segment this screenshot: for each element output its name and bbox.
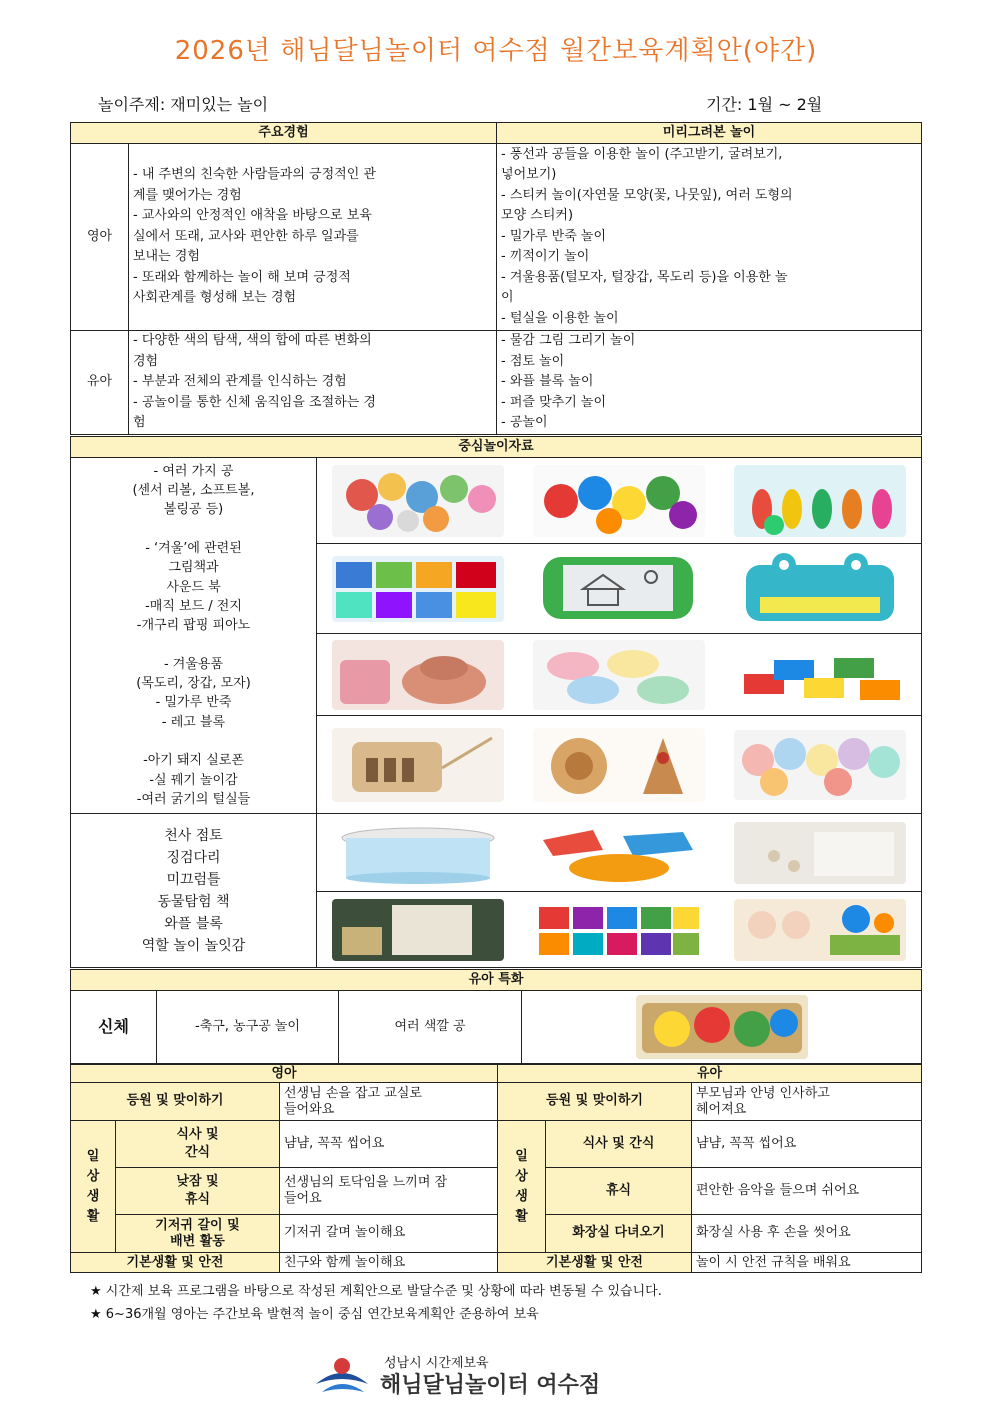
- toilet-label: 화장실 다녀오기: [546, 1215, 692, 1253]
- lego-blocks-image: [734, 644, 906, 706]
- materials-list-1: - 여러 가지 공 (센서 리볼, 소프트볼, 볼링공 등) - ‘겨울’에 관련된 그림책과 사운드 북 -매직 보드 / 전지 -개구리 팝핑 피아노 - 겨울용품 (목도리, 장갑, 모자) - 밀가루 반죽 - 레고 블록 -아기 돼지 실로폰 -실 꿰기 놀이감 -여러 굵기의 털실들: [71, 458, 317, 814]
- theme-label: 놀이주제: 재미있는 놀이: [98, 95, 269, 114]
- footer: [312, 1352, 692, 1396]
- toilet-value: 화장실 사용 후 손을 씻어요: [692, 1215, 922, 1253]
- special-table: [70, 969, 922, 1064]
- arrival-toddler: 부모님과 안녕 인사하고 헤어져요: [692, 1083, 922, 1121]
- photo-row-clay: [317, 814, 922, 892]
- safety-infant: 친구와 함께 놀이해요: [280, 1253, 498, 1273]
- special-header: 유아 특화: [71, 970, 922, 991]
- experience-header: 주요경험: [71, 123, 497, 144]
- rest-label: 휴식: [546, 1168, 692, 1215]
- angel-clay-image: [332, 820, 504, 886]
- photo-row-blocks: [317, 892, 922, 968]
- theme-row: [98, 92, 858, 115]
- toddler-experience: - 다양한 색의 탐색, 색의 합에 따른 변화의 경험 - 부분과 전체의 관계를 인식하는 경험 - 공놀이를 통한 신체 움직임을 조절하는 경 험: [129, 331, 497, 435]
- special-category: 신체: [71, 991, 157, 1064]
- magic-board-image: [533, 551, 705, 627]
- frog-piano-image: [734, 551, 906, 627]
- materials-header: 중심놀이자료: [71, 437, 922, 458]
- pig-xylophone-image: [332, 728, 504, 802]
- safety-label-infant: 기본생활 및 안전: [71, 1253, 280, 1273]
- special-activity: -축구, 농구공 놀이: [157, 991, 339, 1064]
- arrival-label-toddler: 등원 및 맞이하기: [498, 1083, 692, 1121]
- nap-label: 낮잠 및 휴식: [116, 1168, 280, 1215]
- infant-experience: - 내 주변의 친숙한 사람들과의 긍정적인 관 계를 맺어가는 경험 - 교사와의 안정적인 애착을 바탕으로 보육 실에서 또래, 교사와 편안한 하루 일과를 보내는 경험 - 또래와 함께하는 놀이 해 보며 긍정적 사회관계를 형성해 보는 경험: [129, 144, 497, 331]
- note-1: ★ 시간제 보육 프로그램을 바탕으로 작성된 계획안으로 발달수준 및 상황에 따라 변동될 수 있습니다.: [90, 1284, 662, 1299]
- photo-row-books: [317, 544, 922, 634]
- footer-line-1: 성남시 시간제보육: [384, 1356, 489, 1371]
- sensory-balls-image: [332, 465, 504, 537]
- plays-header: 미리그려본 놀이: [497, 123, 922, 144]
- photo-row-winter: [317, 634, 922, 716]
- materials-table: [70, 436, 922, 968]
- page-title: 2026년 해님달님놀이터 여수점 월간보육계획안(야간): [174, 36, 818, 66]
- daily-side-label-toddler: 일 상 생 활: [498, 1121, 546, 1253]
- meal-label-toddler: 식사 및 간식: [546, 1121, 692, 1168]
- animal-book-image: [332, 899, 504, 961]
- meal-infant: 냠냠, 꼭꼭 씹어요: [280, 1121, 498, 1168]
- diaper-label: 기저귀 갈이 및 배변 활동: [116, 1215, 280, 1253]
- rest-value: 편안한 음악을 들으며 쉬어요: [692, 1168, 922, 1215]
- safety-toddler: 놀이 시 안전 규칙을 배워요: [692, 1253, 922, 1273]
- winter-books-image: [332, 556, 504, 622]
- yarn-balls-image: [734, 730, 906, 800]
- diaper-value: 기저귀 갈며 놀이해요: [280, 1215, 498, 1253]
- note-2: ★ 6~36개월 영아는 주간보육 발현적 놀이 중심 연간보육계획안 준용하여 보육: [90, 1307, 539, 1322]
- safety-label-toddler: 기본생활 및 안전: [498, 1253, 692, 1273]
- special-photo-cell: [522, 991, 922, 1064]
- arrival-label-infant: 등원 및 맞이하기: [71, 1083, 280, 1121]
- daily-side-label-infant: 일 상 생 활: [71, 1121, 116, 1253]
- daily-infant-header: 영아: [71, 1065, 498, 1083]
- footer-line-2: 해님달님놀이터 여수점: [380, 1373, 601, 1398]
- toddler-plays: - 물감 그림 그리기 놀이 - 점토 놀이 - 와플 블록 놀이 - 퍼즐 맞추기 놀이 - 공놀이: [497, 331, 922, 435]
- role-play-toys-image: [734, 899, 906, 961]
- meal-label-infant: 식사 및 간식: [116, 1121, 280, 1168]
- daily-table: [70, 1064, 922, 1273]
- materials-list-2: 천사 점토 징검다리 미끄럼틀 동물탐험 책 와플 블록 역할 놀이 놀잇감: [71, 814, 317, 968]
- photo-row-wooden: [317, 716, 922, 814]
- bowling-set-image: [734, 465, 906, 537]
- daily-toddler-header: 유아: [498, 1065, 922, 1083]
- infant-label: 영아: [71, 144, 129, 331]
- toddler-label: 유아: [71, 331, 129, 435]
- winter-items-image: [332, 640, 504, 710]
- infant-plays: - 풍선과 공들을 이용한 놀이 (주고받기, 굴려보기, 넣어보기) - 스티커 놀이(자연물 모양(꽃, 나뭇잎), 여러 도형의 모양 스티커) - 밀가루 반죽 놀이 - 끼적이기 놀이 - 겨울용품(털모자, 털장갑, 목도리 등)을 이용한 놀 이 - 털실을 이용한 놀이: [497, 144, 922, 331]
- lacing-toy-image: [533, 728, 705, 802]
- special-material: 여러 색깔 공: [339, 991, 522, 1064]
- soft-balls-image: [533, 465, 705, 537]
- dough-image: [533, 640, 705, 710]
- plan-table: [70, 122, 922, 435]
- nap-value: 선생님의 토닥임을 느끼며 잠 들어요: [280, 1168, 498, 1215]
- arrival-infant: 선생님 손을 잡고 교실로 들어와요: [280, 1083, 498, 1121]
- slide-image: [734, 822, 906, 884]
- waffle-blocks-image: [533, 899, 705, 961]
- photo-row-balls: [317, 458, 922, 544]
- stepping-stones-image: [533, 820, 705, 886]
- period-label: 기간: 1월 ~ 2월: [706, 95, 823, 114]
- city-logo-icon: [312, 1354, 372, 1396]
- colorful-balls-basket-image: [636, 995, 808, 1059]
- meal-toddler: 냠냠, 꼭꼭 씹어요: [692, 1121, 922, 1168]
